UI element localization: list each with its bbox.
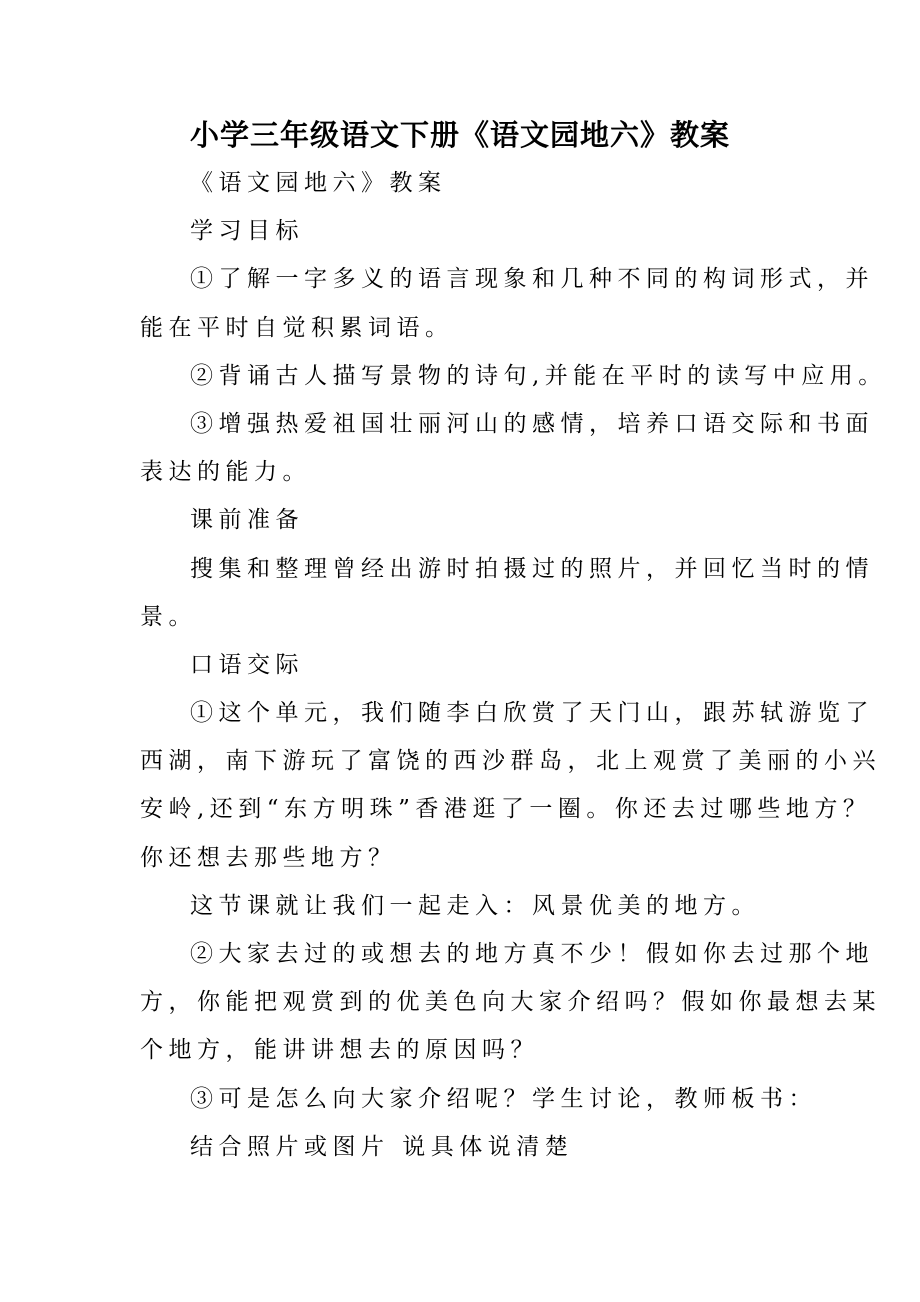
text-line: 西湖，南下游玩了富饶的西沙群岛，北上观赏了美丽的小兴 [140,748,881,775]
paragraph [140,207,800,255]
text-line: 安岭,还到“东方明珠”香港逛了一圈。你还去过哪些地方？ [140,796,872,823]
paragraph [140,159,800,207]
text-line: 《语文园地六》教案 [190,170,447,196]
text-line: 课前准备 [190,507,304,534]
paragraph [140,1123,800,1171]
text-line: 学习目标 [190,218,304,245]
text-line: 能在平时自觉积累词语。 [140,314,454,341]
paragraph [140,352,887,400]
paragraph [140,496,800,544]
text-line: 方，你能把观赏到的优美色向大家介绍吗？假如你最想去某 [140,989,881,1016]
document-body [140,159,887,1171]
text-line: 表达的能力。 [140,459,311,486]
text-line: ②背诵古人描写景物的诗句,并能在平时的读写中应用。 [190,362,887,389]
paragraph [140,400,874,496]
paragraph [140,545,874,641]
text-line: 你还想去那些地方？ [140,844,397,871]
paragraph [140,255,874,351]
text-line: ③可是怎么向大家介绍呢？学生讨论，教师板书： [190,1085,817,1112]
text-line: 这节课就让我们一起走入：风景优美的地方。 [190,892,760,919]
paragraph [140,1075,817,1123]
paragraph [140,641,800,689]
text-line: ①这个单元，我们随李白欣赏了天门山，跟苏轼游览了 [190,700,874,727]
text-line: 个地方，能讲讲想去的原因吗？ [140,1037,539,1064]
text-line: 结合照片或图片 说具体说清楚 [190,1133,574,1160]
text-line: 景。 [140,603,197,630]
text-line: ①了解一字多义的语言现象和几种不同的构词形式，并 [190,266,874,293]
text-line: ③增强热爱祖国壮丽河山的感情，培养口语交际和书面 [190,410,874,437]
text-line: ②大家去过的或想去的地方真不少！假如你去过那个地 [190,941,874,967]
text-line: 口语交际 [190,651,304,678]
paragraph [140,882,800,930]
document-title: 小学三年级语文下册《语文园地六》教案 [189,118,730,152]
paragraph [140,930,881,1075]
paragraph [140,689,881,882]
text-line: 搜集和整理曾经出游时拍摄过的照片，并回忆当时的情 [190,555,874,582]
